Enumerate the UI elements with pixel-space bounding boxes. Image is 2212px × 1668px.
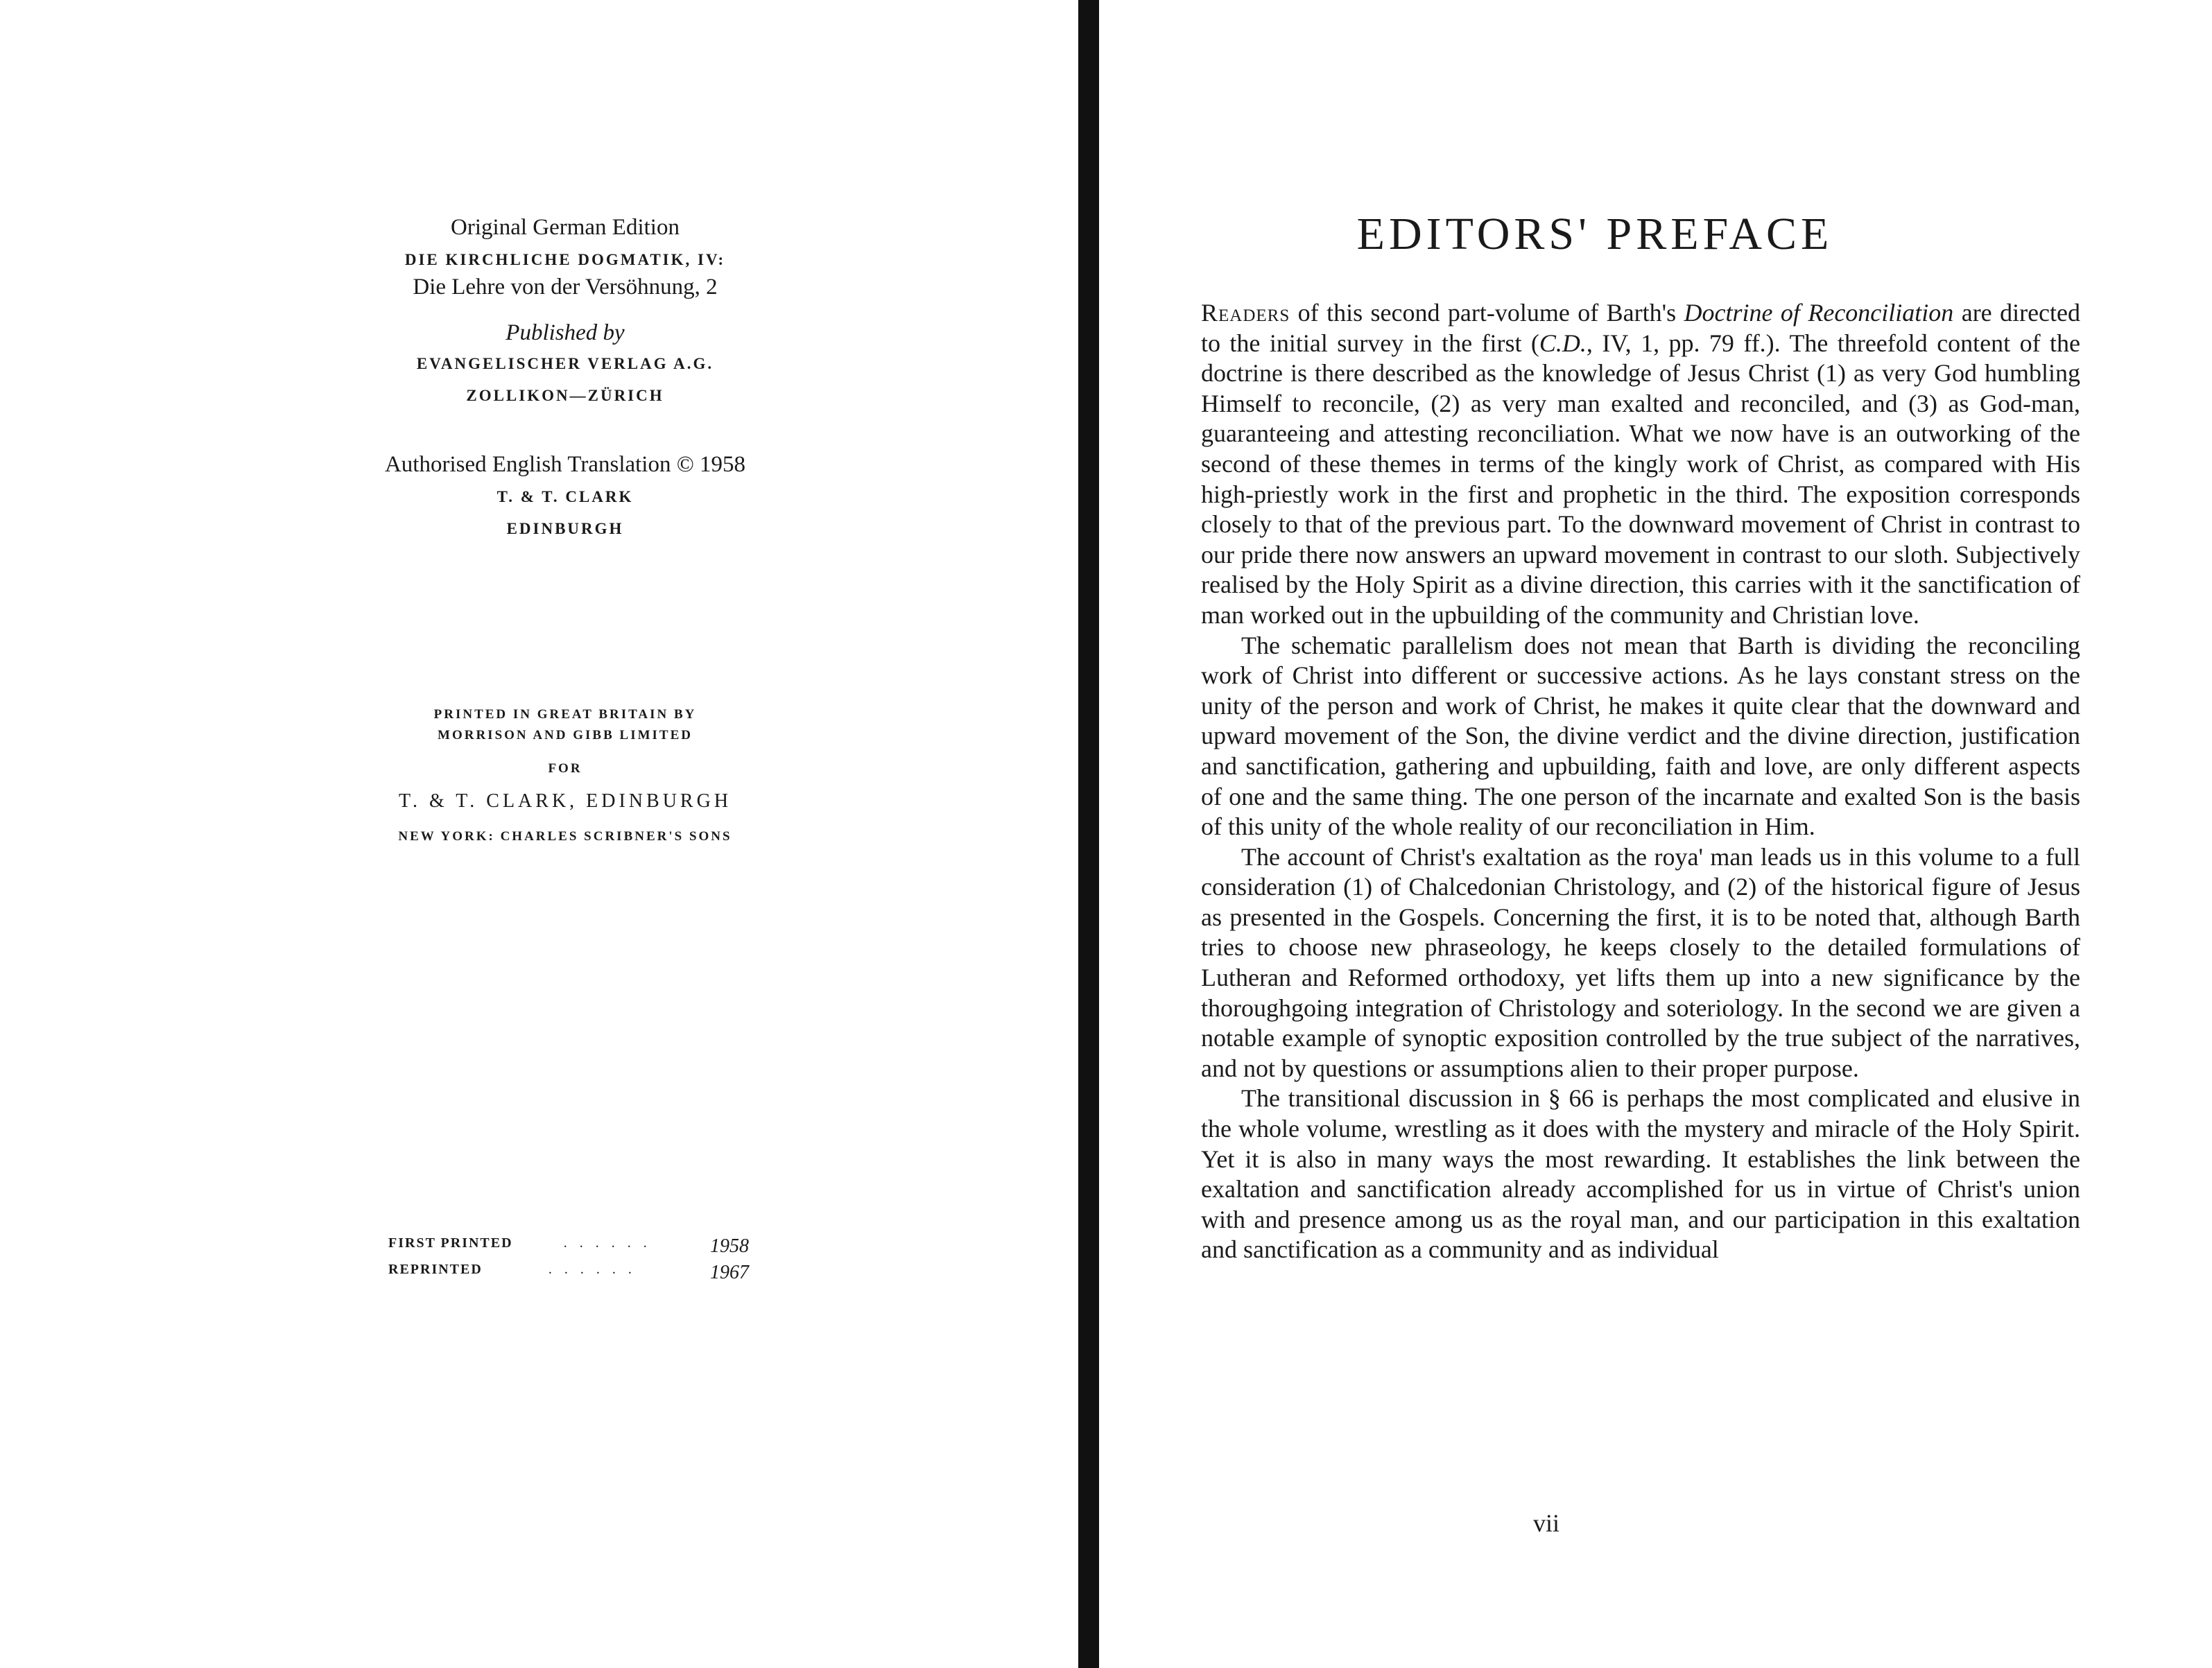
preface-paragraph bbox=[1201, 298, 2080, 631]
german-publisher: EVANGELISCHER VERLAG A.G. bbox=[416, 355, 714, 372]
lead-word: Readers bbox=[1201, 299, 1290, 327]
first-printed-year: 1958 bbox=[710, 1235, 749, 1257]
preface-title: EDITORS' PREFACE bbox=[1356, 209, 1833, 259]
for-label: FOR bbox=[548, 761, 582, 776]
preface-body bbox=[1201, 298, 2080, 1265]
dot-leader: ...... bbox=[563, 1235, 659, 1251]
book-spine-gutter bbox=[1078, 0, 1099, 1668]
text-run: of this second part-volume of Barth's bbox=[1290, 299, 1684, 327]
published-by: Published by bbox=[506, 320, 625, 345]
german-publisher-city: ZOLLIKON—ZÜRICH bbox=[466, 387, 664, 404]
new-york-line: NEW YORK: CHARLES SCRIBNER'S SONS bbox=[398, 829, 732, 844]
reprinted-year: 1967 bbox=[709, 1262, 749, 1283]
preface-paragraph: The schematic parallelism does not mean that Barth is dividing the reconciling work of Christ into different or successive actions. As he lays constant stress on the unity of the person and work of Christ, he makes it quite clear that the downward and upward movement of the Son, the divine verdict and the divine direction, justification and sanctification, gathering and upbuilding, faith and love, are only different aspects of one and the same thing. The one person of the incarnate and exalted Son is the basis of this unity of the whole reality of our reconciliation in Him. bbox=[1201, 631, 2080, 841]
preface-page bbox=[1109, 0, 2212, 1668]
imprint-page bbox=[0, 0, 1071, 1668]
reprinted-row bbox=[388, 1262, 749, 1284]
printer-name: MORRISON AND GIBB LIMITED bbox=[438, 728, 693, 742]
for-publisher: T. & T. CLARK, EDINBURGH bbox=[398, 790, 732, 812]
preface-paragraph: The transitional discussion in § 66 is perhaps the most complicated and elusive in the whole volume, wrestling as it does with the mystery and miracle of the Holy Spirit. Yet it is also in many ways the most rewarding. It establishes the link between the exaltation and sanctification already accomplished for us in virtue of Christ's union with and presence among us as the royal man, and our participation in this exaltation and sanctification as a community and as individual bbox=[1201, 1084, 2080, 1264]
reprinted-label: REPRINTED bbox=[388, 1262, 483, 1277]
english-publisher: T. & T. CLARK bbox=[496, 488, 634, 505]
english-publisher-city: EDINBURGH bbox=[506, 520, 624, 537]
dot-leader: ...... bbox=[548, 1262, 644, 1277]
german-title: DIE KIRCHLICHE DOGMATIK, IV: bbox=[404, 251, 726, 268]
preface-paragraph: The account of Christ's exaltation as the roya' man leads us in this volume to a full consideration (1) of Chalcedonian Christology, and (2) of the historical figure of Jesus as presented in the Gospels. Concerning the first, it is to be noted that, although Barth tries to choose new phraseology, he keeps closely to the detailed formulations of Lutheran and Reformed orthodoxy, yet lifts them up into a new significance by the thoroughgoing integration of Christology and soteriology. In the second we are given a notable example of synoptic exposition controlled by the true subject of the narratives, and not by questions or assumptions alien to their proper purpose. bbox=[1201, 842, 2080, 1082]
page-number: vii bbox=[1532, 1509, 1559, 1537]
cd-abbrev: C.D. bbox=[1539, 329, 1587, 357]
first-printed-label: FIRST PRINTED bbox=[388, 1235, 513, 1251]
german-subtitle: Die Lehre von der Versöhnung, 2 bbox=[413, 275, 718, 299]
first-printed-row bbox=[388, 1235, 749, 1258]
book-title: Doctrine of Reconciliation bbox=[1684, 299, 1954, 327]
text-run: , IV, 1, pp. 79 ff.). The threefold content of the doctrine is there described as the knowledge of Jesus Christ (1) as very God humbling Himself to reconcile, (2) as very man exalted and reconciled, and (3) as God-man, guaranteeing and attesting reconciliation. What we now have is an outworking of the second of these themes in terms of the kingly work of Christ, as compared with His high-priestly work in the first and prophetic in the third. The exposition corresponds closely to that of the previous part. To the downward movement of Christ in contrast to our pride there now answers an upward movement in contrast to our sloth. Subjectively realised by the Holy Spirit as a divine direction, this carries with it the sanctification of man worked out in the upbuilding of the community and Christian love. bbox=[1201, 329, 2080, 629]
original-edition-label: Original German Edition bbox=[451, 215, 680, 240]
translation-line: Authorised English Translation © 1958 bbox=[384, 452, 746, 477]
printed-in-line: PRINTED IN GREAT BRITAIN BY bbox=[433, 707, 697, 722]
text-run: are directed to the initial survey in the first ( bbox=[1201, 299, 2081, 357]
